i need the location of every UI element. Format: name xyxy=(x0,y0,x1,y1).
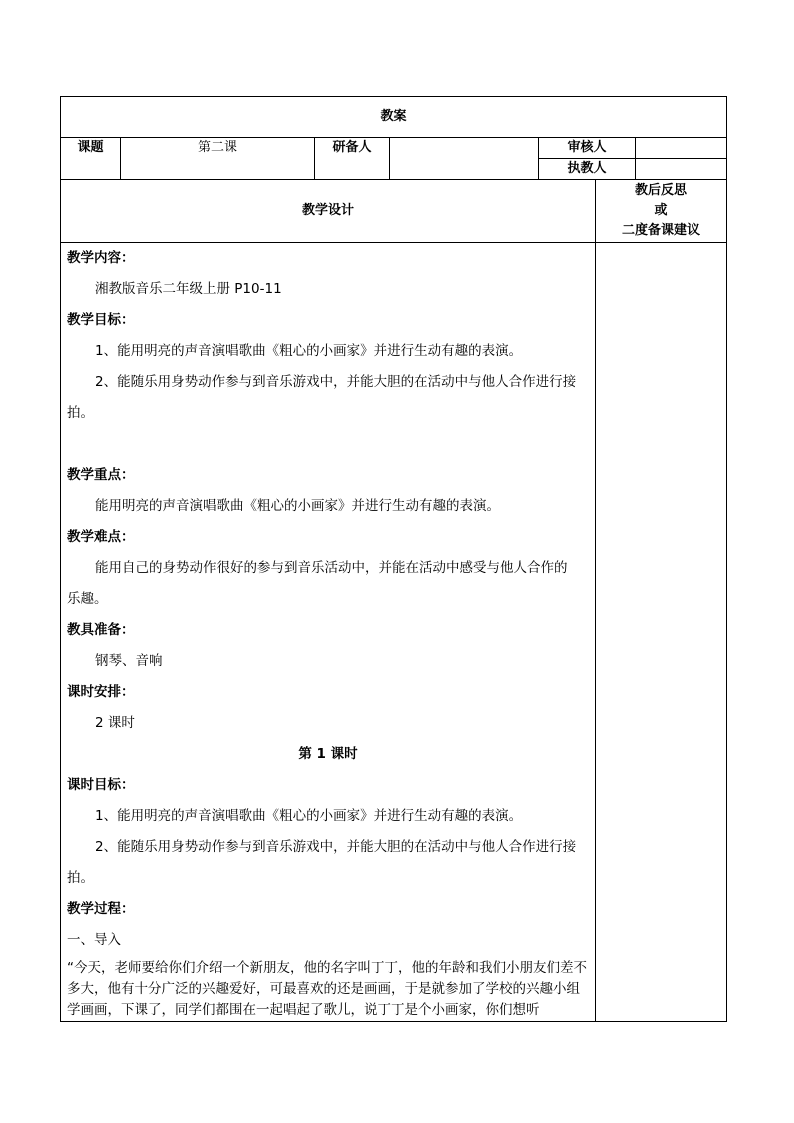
teaching-goals-label: 教学目标： xyxy=(67,312,135,328)
reflection-header-line-3: 二度备课建议 xyxy=(621,223,700,238)
goal-2-text: 2、能随乐用身势动作参与到音乐游戏中，并能大胆的在活动中与他人合作进行接 xyxy=(95,374,577,390)
session-goal-2-text: 2、能随乐用身势动作参与到音乐游戏中，并能大胆的在活动中与他人合作进行接 xyxy=(95,839,577,855)
key-points-label: 教学重点： xyxy=(67,467,135,483)
process-label: 教学过程： xyxy=(67,901,135,917)
difficulties-label: 教学难点： xyxy=(67,529,135,545)
materials-label: 教具准备： xyxy=(67,622,135,638)
intro-heading: 一、导入 xyxy=(67,932,121,948)
intro-text: “今天，老师要给你们介绍一个新朋友，他的名字叫丁丁，他的年龄和我们小朋友们差不多大，他有十分广泛的兴趣爱好，可最喜欢的还是画画，于是就参加了学校的兴趣小组学画画，下课了，同学们都围在一起唱起了歌儿，说丁丁是个小画家，你们想听 xyxy=(67,960,587,1018)
lesson-label: 课题 xyxy=(61,138,121,180)
goal-1-text: 1、能用明亮的声音演唱歌曲《粗心的小画家》并进行生动有趣的表演。 xyxy=(95,343,523,359)
difficulties-continuation: 乐趣。 xyxy=(67,591,108,607)
lesson-value: 第二课 xyxy=(121,138,315,180)
session-goals-label: 课时目标： xyxy=(67,777,135,793)
reflection-content xyxy=(596,243,727,1022)
prepared-by-value xyxy=(390,138,539,180)
reviewer-label: 审核人 xyxy=(539,138,636,159)
reflection-header-line-2: 或 xyxy=(654,203,668,218)
lesson-plan-table xyxy=(60,96,727,1022)
prepared-by-label: 研备人 xyxy=(315,138,390,180)
plan-title: 教案 xyxy=(61,97,727,138)
teaching-design-header: 教学设计 xyxy=(61,180,596,243)
schedule-text: 2 课时 xyxy=(95,715,135,731)
session-goal-2-continuation: 拍。 xyxy=(67,870,94,886)
materials-text: 钢琴、音响 xyxy=(95,653,163,669)
reflection-header-line-1: 教后反思 xyxy=(634,183,687,198)
schedule-label: 课时安排： xyxy=(67,684,135,700)
difficulties-text: 能用自己的身势动作很好的参与到音乐活动中，并能在活动中感受与他人合作的 xyxy=(95,560,568,576)
blank-spacer xyxy=(67,429,589,460)
session-goal-1-text: 1、能用明亮的声音演唱歌曲《粗心的小画家》并进行生动有趣的表演。 xyxy=(95,808,523,824)
key-points-text: 能用明亮的声音演唱歌曲《粗心的小画家》并进行生动有趣的表演。 xyxy=(95,498,500,514)
teaching-design-content xyxy=(61,243,596,1022)
session-title: 第 1 课时 xyxy=(298,746,358,762)
teaching-content-text: 湘教版音乐二年级上册 P10-11 xyxy=(95,281,282,297)
reflection-header xyxy=(596,180,727,243)
teacher-value xyxy=(636,159,727,180)
goal-2-continuation: 拍。 xyxy=(67,405,94,421)
reviewer-value xyxy=(636,138,727,159)
teacher-label: 执教人 xyxy=(539,159,636,180)
teaching-content-label: 教学内容： xyxy=(67,250,135,266)
